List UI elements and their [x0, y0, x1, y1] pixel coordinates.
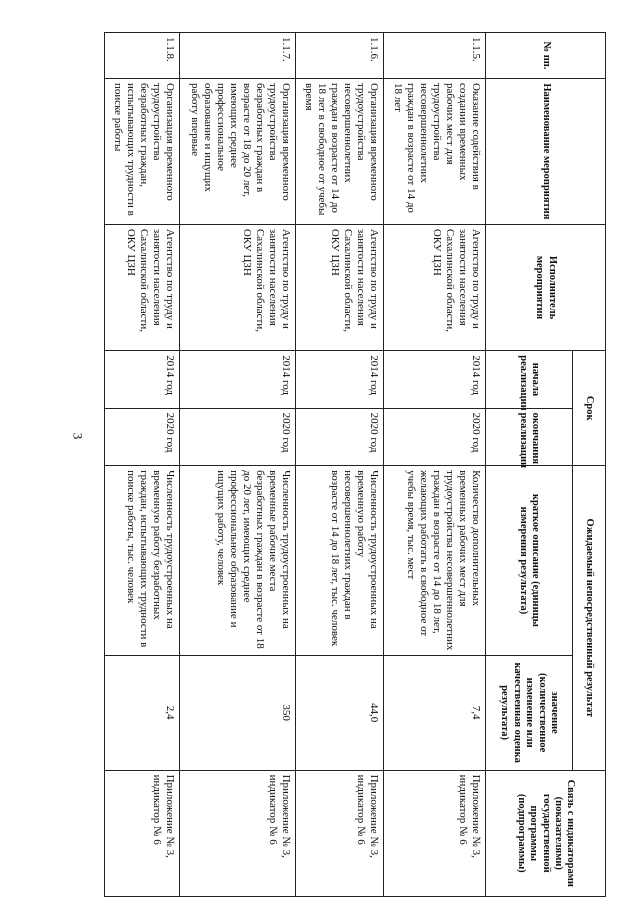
- row-number: 1.1.7.: [179, 33, 295, 79]
- term-start: 2014 год: [384, 351, 486, 408]
- executor: Агентство по труду и занятости населения Сахалинской области, ОКУ ЦЗН: [179, 224, 295, 350]
- result-value: 2,4: [105, 655, 180, 770]
- row-number: 1.1.8.: [105, 33, 180, 79]
- header-no: № пп.: [486, 33, 606, 79]
- result-value: 7,4: [384, 655, 486, 770]
- term-end: 2020 год: [295, 408, 383, 465]
- page-number: 3: [70, 432, 86, 440]
- executor: Агентство по труду и занятости населения Сахалинской области, ОКУ ЦЗН: [295, 224, 383, 350]
- result-description: Количество дополнительных временных рабочих мест для трудоустройства несовершеннолетних граждан в возрасте от 14 до 18 лет, желающих работать в свободное от учебы время, тыс. мест: [384, 466, 486, 656]
- indicator-link: Приложение № 3, индикатор № 6: [295, 770, 383, 896]
- result-description: Численность трудоустроенных на временные рабочие места безработных граждан в возрасте от 18 до 20 лет, имеющих среднее профессиональное образование и ищущих работу, человек: [179, 466, 295, 656]
- table-row: [295, 33, 383, 897]
- indicator-link: Приложение № 3, индикатор № 6: [105, 770, 180, 896]
- rotated-table-wrapper: [104, 32, 606, 897]
- row-number: 1.1.5.: [384, 33, 486, 79]
- table-row: [105, 33, 180, 897]
- term-end: 2020 год: [384, 408, 486, 465]
- measure-name: Организация временного трудоустройства безработных граждан, испытывающих трудности в поиске работы: [105, 78, 180, 224]
- term-start: 2014 год: [105, 351, 180, 408]
- term-end: 2020 год: [105, 408, 180, 465]
- header-term: Срок: [573, 351, 606, 466]
- measure-name: Оказание содействия в создании временных рабочих мест для трудоустройства несовершеннолетних граждан в возрасте от 14 до 18 лет: [384, 78, 486, 224]
- result-description: Численность трудоустроенных на временную работу безработных граждан, испытывающих трудности в поиске работы, тыс. человек: [105, 466, 180, 656]
- measures-table: [104, 32, 606, 897]
- measure-name: Организация временного трудоустройства безработных граждан в возрасте от 18 до 20 лет, имеющих среднее профессиональное образование и ищущих работу впервые: [179, 78, 295, 224]
- term-end: 2020 год: [179, 408, 295, 465]
- indicator-link: Приложение № 3, индикатор № 6: [384, 770, 486, 896]
- result-description: Численность трудоустроенных на временную работу несовершеннолетних граждан в возрасте от 14 до 18 лет, тыс. человек: [295, 466, 383, 656]
- executor: Агентство по труду и занятости населения Сахалинской области, ОКУ ЦЗН: [105, 224, 180, 350]
- indicator-link: Приложение № 3, индикатор № 6: [179, 770, 295, 896]
- table-row: [384, 33, 486, 897]
- header-result-desc: краткое описание (единицы измерения результата): [486, 466, 573, 656]
- term-start: 2014 год: [179, 351, 295, 408]
- header-executor: Исполнитель мероприятия: [486, 224, 606, 350]
- executor: Агентство по труду и занятости населения Сахалинской области, ОКУ ЦЗН: [384, 224, 486, 350]
- header-link: Связь с индикаторами (показателями) государственной программы (подпрограммы): [486, 770, 606, 896]
- header-term-end: окончания реализации: [486, 408, 573, 465]
- row-number: 1.1.6.: [295, 33, 383, 79]
- table-row: [179, 33, 295, 897]
- header-term-start: начала реализации: [486, 351, 573, 408]
- result-value: 350: [179, 655, 295, 770]
- header-name: Наименование мероприятия: [486, 78, 606, 224]
- result-value: 44,0: [295, 655, 383, 770]
- header-result-value: значение (количественное изменение или качественная оценка результата): [486, 655, 573, 770]
- term-start: 2014 год: [295, 351, 383, 408]
- measure-name: Организация временного трудоустройства несовершеннолетних граждан в возрасте от 14 до 18 лет в свободное от учебы время: [295, 78, 383, 224]
- header-result: Ожидаемый непосредственный результат: [573, 466, 606, 770]
